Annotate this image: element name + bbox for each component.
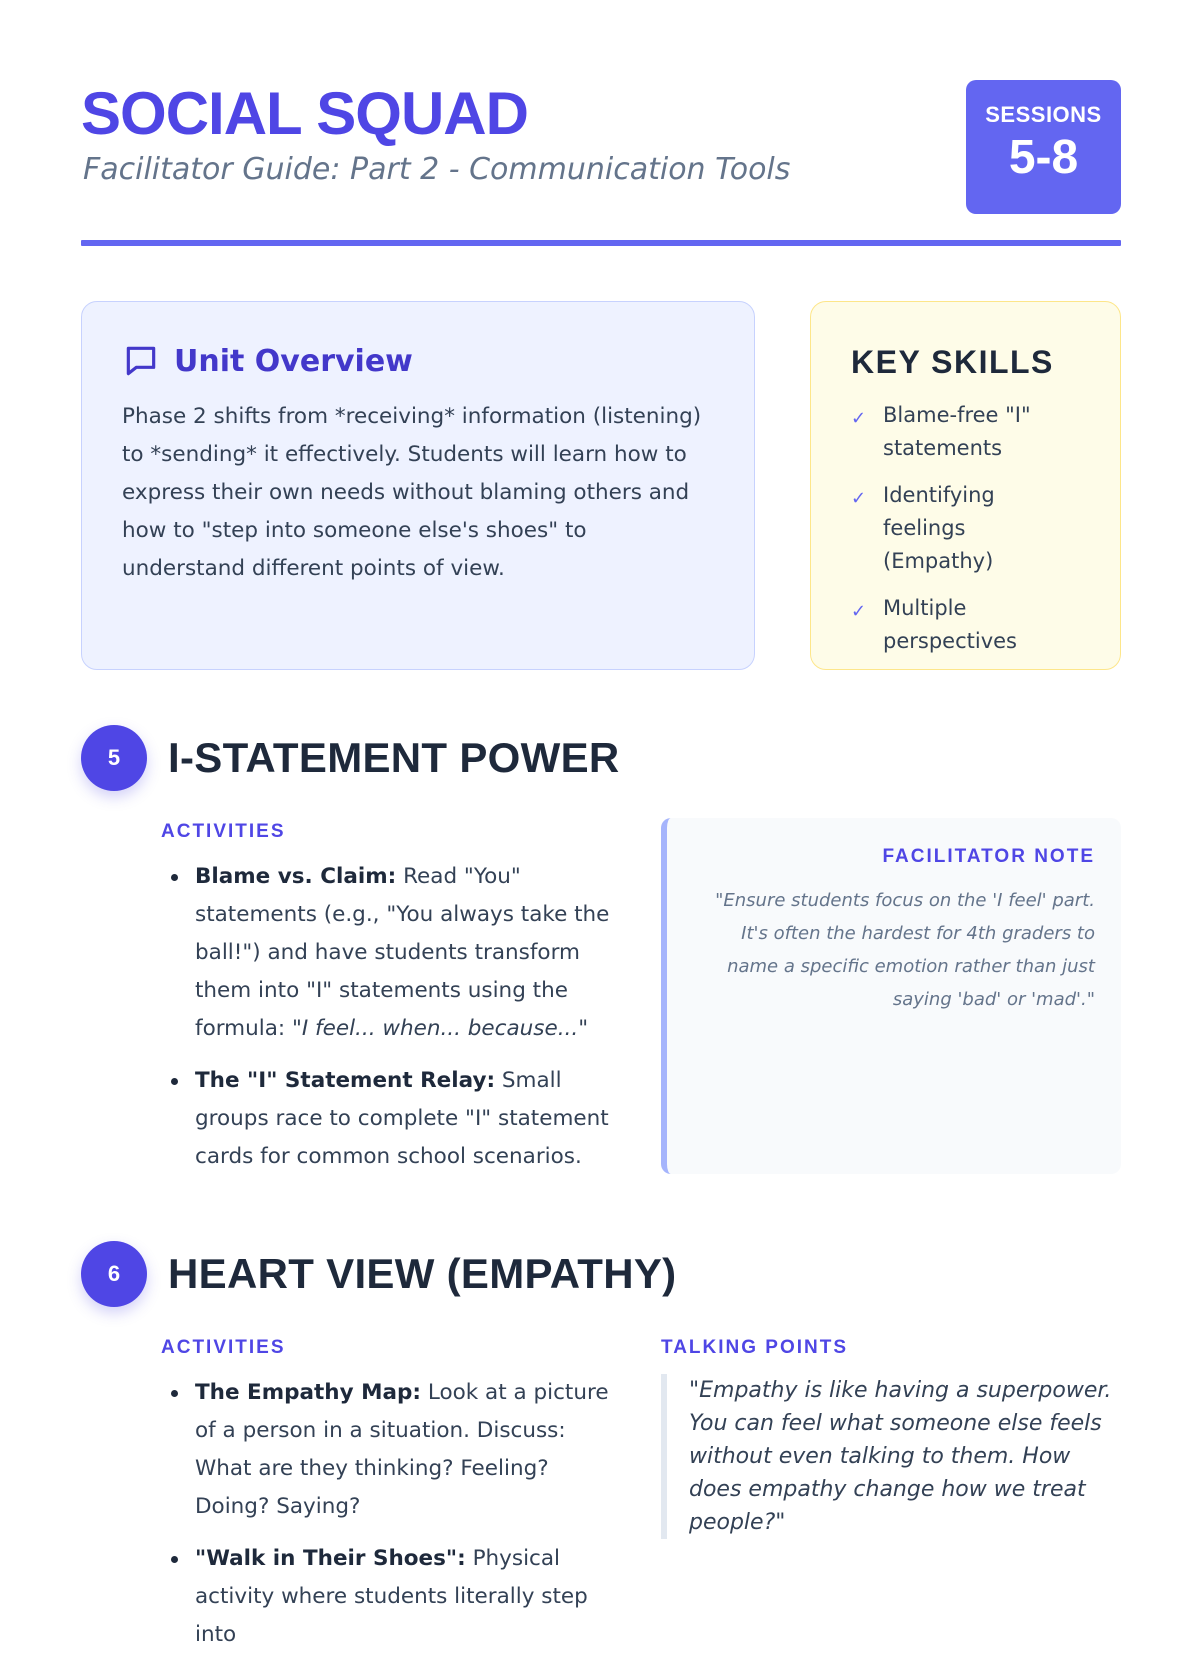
activities-label: ACTIVITIES xyxy=(161,1337,286,1358)
activity-item xyxy=(161,1540,611,1654)
session-5-header xyxy=(81,725,1121,791)
session-title: HEART VIEW (EMPATHY) xyxy=(168,1250,677,1297)
unit-overview-text: Phase 2 shifts from *receiving* information (listening) to *sending* it effectively. Students will learn how to express their own needs without blaming others and how to "step into someone else's shoes" to understand different points of view. xyxy=(122,404,702,581)
facilitator-note-label: FACILITATOR NOTE xyxy=(882,846,1095,867)
page-header xyxy=(81,80,1121,250)
sessions-badge xyxy=(966,80,1121,214)
check-icon: ✓ xyxy=(851,488,867,509)
unit-overview-card xyxy=(81,301,755,670)
facilitator-note-text: "Ensure students focus on the 'I feel' part. It's often the hardest for 4th graders to name a specific emotion rather than just saying 'bad' or 'mad'." xyxy=(715,890,1095,1010)
session-6-activities xyxy=(161,1374,611,1668)
session-5-activities xyxy=(161,858,611,1190)
key-skill-item xyxy=(851,479,1080,578)
check-icon: ✓ xyxy=(851,601,867,622)
key-skill-item xyxy=(851,592,1080,658)
talking-points-label: TALKING POINTS xyxy=(661,1337,849,1358)
check-icon: ✓ xyxy=(851,408,867,429)
page-subtitle: Facilitator Guide: Part 2 - Communication Tools xyxy=(83,152,791,187)
activity-text: Look at a picture of a person in a situation. Discuss: What are they thinking? Feeling? Doing? Saying? xyxy=(195,1380,609,1519)
activity-name: "Walk in Their Shoes": xyxy=(195,1546,466,1571)
header-divider xyxy=(81,240,1121,246)
activity-item xyxy=(161,1062,611,1176)
activities-label: ACTIVITIES xyxy=(161,821,286,842)
activity-text: Small groups race to complete "I" statement cards for common school scenarios. xyxy=(195,1068,609,1169)
key-skills-card xyxy=(810,301,1121,670)
key-skill-label: Blame-free "I" statements xyxy=(883,403,1031,460)
activity-name: The Empathy Map: xyxy=(195,1380,422,1405)
session-title: I-STATEMENT POWER xyxy=(168,734,620,781)
talking-points-text: "Empathy is like having a superpower. You can feel what someone else feels without even talking to them. How does empathy change how we treat people?" xyxy=(661,1374,1121,1539)
activity-text: Physical activity where students literally step into xyxy=(195,1546,588,1647)
key-skill-item xyxy=(851,399,1080,465)
activity-text: Read "You" statements (e.g., "You always take the ball!") and have students transform them into "I" statements using the formula: xyxy=(195,864,610,1041)
activity-name: Blame vs. Claim: xyxy=(195,864,397,889)
unit-overview-title: Unit Overview xyxy=(174,343,413,379)
activity-item xyxy=(161,858,611,1048)
key-skills-title: KEY SKILLS xyxy=(851,344,1054,380)
sessions-badge-range: 5-8 xyxy=(1008,131,1079,184)
session-6-header xyxy=(81,1241,1121,1307)
chat-bubble-icon xyxy=(122,342,160,380)
activity-name: The "I" Statement Relay: xyxy=(195,1068,496,1093)
facilitator-note-card xyxy=(661,818,1121,1174)
key-skill-label: Identifying feelings (Empathy) xyxy=(883,483,995,573)
page-title: SOCIAL SQUAD xyxy=(81,80,528,147)
unit-overview-header xyxy=(122,342,714,380)
activity-item xyxy=(161,1374,611,1526)
session-number-badge: 6 xyxy=(81,1241,147,1307)
activity-formula: "I feel... when... because..." xyxy=(291,1016,589,1041)
key-skill-label: Multiple perspectives xyxy=(883,596,1017,653)
sessions-badge-label: SESSIONS xyxy=(985,102,1102,127)
session-number-badge: 5 xyxy=(81,725,147,791)
